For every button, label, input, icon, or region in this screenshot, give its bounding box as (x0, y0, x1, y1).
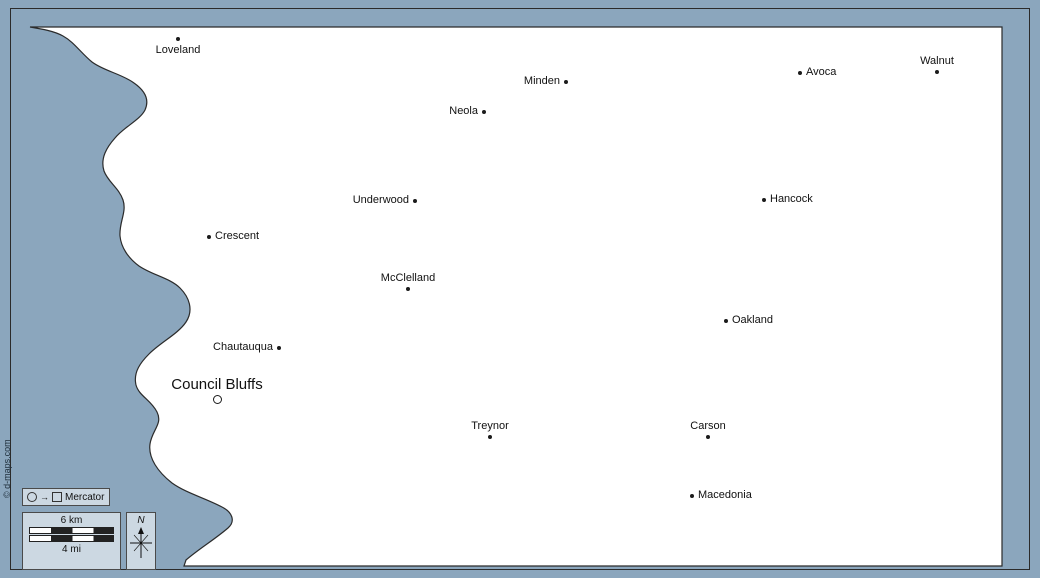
city-dot-icon (935, 70, 939, 74)
arrow-right-icon: → (40, 492, 49, 502)
compass-north-label: N (137, 515, 145, 526)
city-label: Underwood (352, 194, 409, 206)
city-label: Crescent (215, 230, 260, 242)
city-label: Oakland (732, 314, 773, 326)
city-dot-icon (690, 494, 694, 498)
scale-bar-mi (29, 535, 114, 542)
city-label: Carson (690, 420, 726, 432)
city-label: Loveland (155, 44, 201, 56)
city-label: Walnut (920, 55, 954, 67)
city-dot-icon (706, 435, 710, 439)
city-dot-icon (564, 80, 568, 84)
city-dot-icon (488, 435, 492, 439)
copyright-credit: © d-maps.com (2, 439, 12, 498)
city-label: Minden (523, 75, 560, 87)
city-ring-icon (213, 395, 222, 404)
city-label: Hancock (770, 193, 813, 205)
city-label: Treynor (471, 420, 509, 432)
city-label: Chautauqua (213, 341, 273, 353)
city-dot-icon (482, 110, 486, 114)
city-label: Council Bluffs (171, 376, 263, 393)
city-dot-icon (762, 198, 766, 202)
projection-label: Mercator (65, 491, 105, 503)
city-dot-icon (413, 199, 417, 203)
scale-bar-widget (22, 512, 121, 570)
scale-km-label: 6 km (60, 515, 83, 526)
globe-icon (27, 492, 37, 502)
city-label: McClelland (380, 272, 436, 284)
city-dot-icon (277, 346, 281, 350)
projection-selector[interactable] (22, 488, 110, 506)
city-dot-icon (798, 71, 802, 75)
city-label: Avoca (806, 66, 837, 78)
compass-needle-icon (128, 526, 154, 560)
scale-mi-label: 4 mi (62, 544, 81, 555)
city-dot-icon (724, 319, 728, 323)
city-dot-icon (207, 235, 211, 239)
flat-map-icon (52, 492, 62, 502)
compass-widget (126, 512, 156, 570)
scale-bar-km (29, 527, 114, 534)
city-dot-icon (406, 287, 410, 291)
city-label: Neola (449, 105, 478, 117)
city-label: Macedonia (698, 489, 752, 501)
map-border-frame (10, 8, 1030, 570)
city-dot-icon (176, 37, 180, 41)
